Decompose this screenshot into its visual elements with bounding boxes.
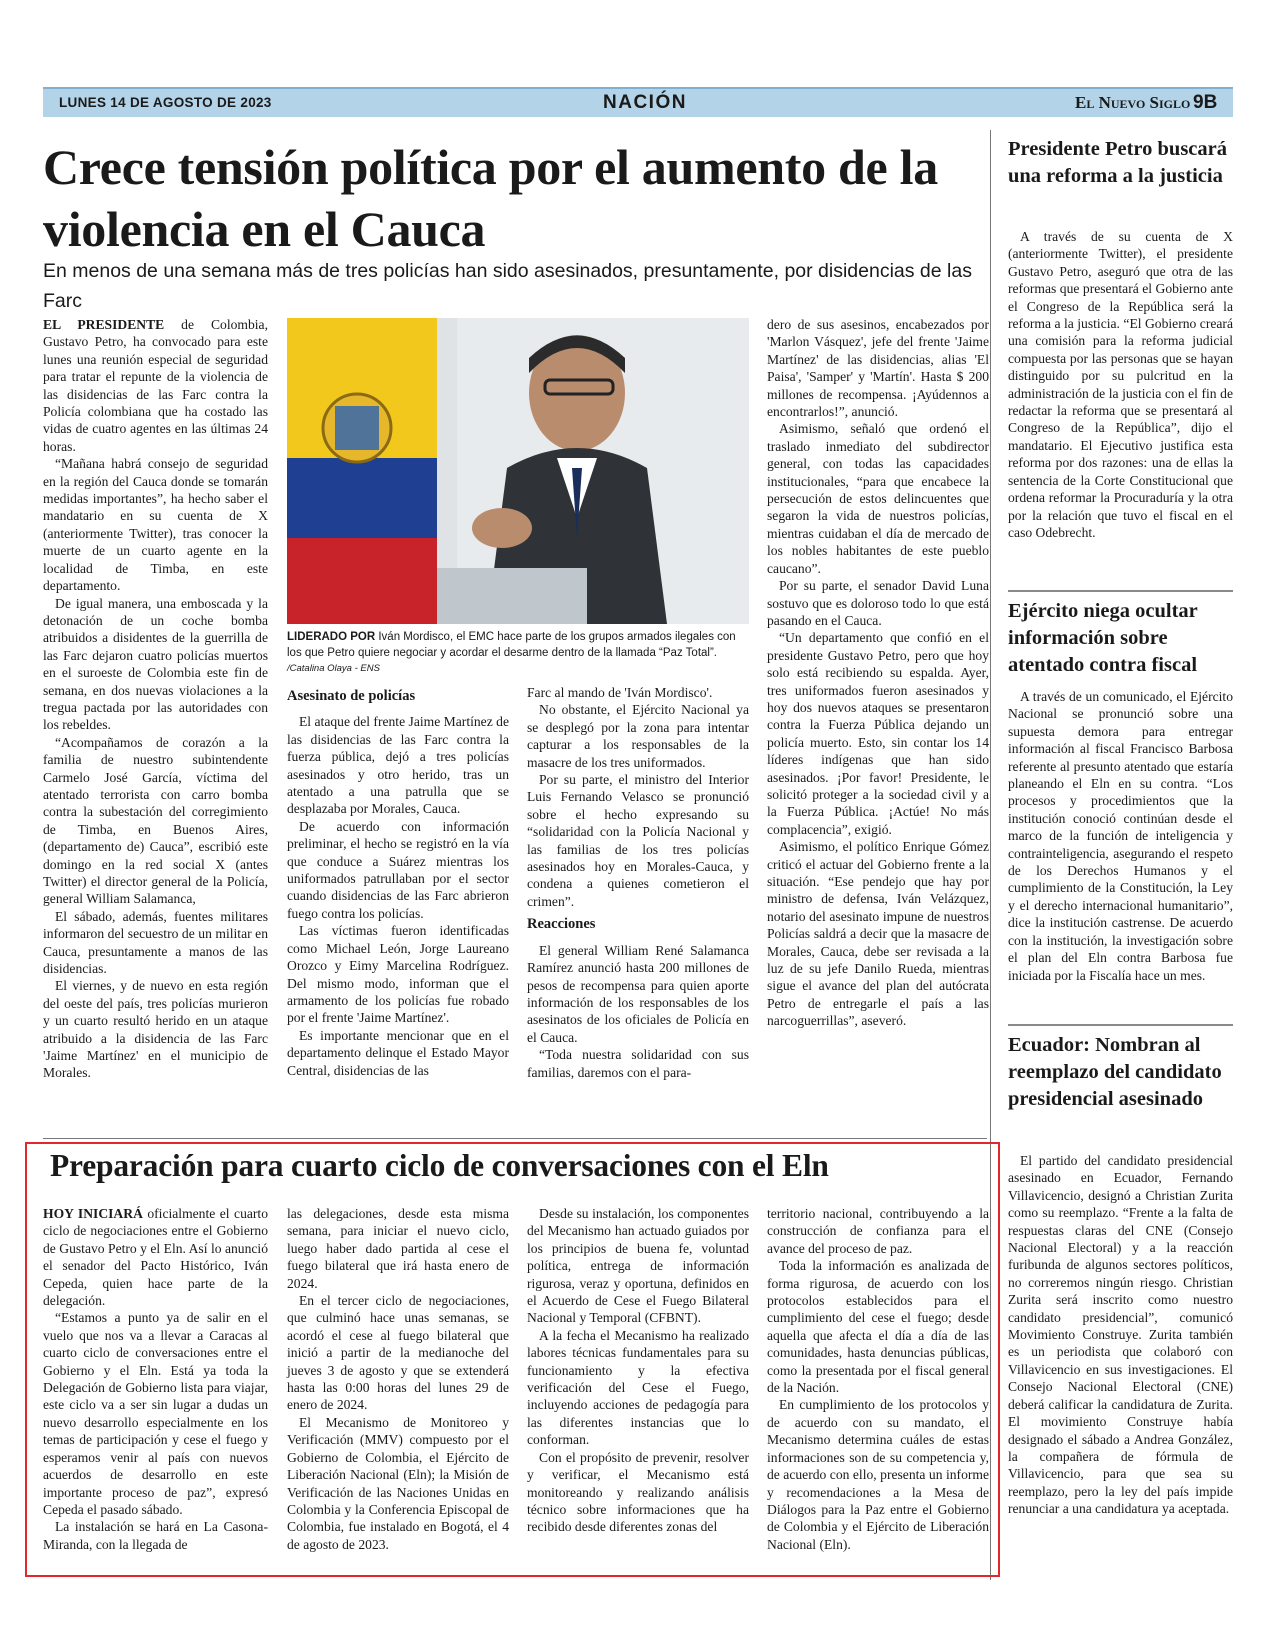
box-c1-p3: La instalación se hará en La Casona-Miranda, con la llegada de <box>43 1519 268 1552</box>
page-header-bar <box>43 87 1233 117</box>
main-c4-p3: “Un departamento que confió en el presidente Gustavo Petro, pero que hoy solo está recibiendo su espalda. Ayer, tres uniformados fueron asesinados y hoy dos nuevos ataques se presentaron contra la Fuerza Pública dejando un policía muerto. Esto, sin contar los 14 líderes indígenas que han sido asesinados. ¡Por favor! Presidente, le solicitó proteger a la sociedad civil y a la Fuerza Pública. ¡Actúe! No más complacencia”, exigió. <box>767 630 989 837</box>
newspaper-name: El Nuevo Siglo <box>1075 93 1191 112</box>
box-top-rule <box>43 1138 987 1139</box>
box-headline: Preparación para cuarto ciclo de conversaciones con el Eln <box>50 1148 829 1183</box>
sidebar-body-1-text: A través de su cuenta de X (anteriormente Twitter), el presidente Gustavo Petro, aseguró que otra de las reformas que presentará el Gobierno ante el Congreso de la República será la reforma a la justicia. “El Gobierno creará una comisión para la reforma judicial compuesta por las personas que se hayan distinguido por su pulcritud en la administración de la justicia con el fin de redactar la reforma que se presentará al Congreso de la República”, dijo el mandatario. El Ejecutivo justifica esta reforma por dos razones: una de ellas la sentencia de la Corte Constitucional que ordena reformar la Procuraduría y la otra por la relación que tuvo el fiscal en el caso Odebrecht. <box>1008 229 1233 540</box>
main-c2-p1: El ataque del frente Jaime Martínez de las disidencias de las Farc contra la fuerza pública, dejó a tres policías asesinados y otro herido, tras un atentado a una patrulla que se desplazaba por Morales, Cauca. <box>287 714 509 817</box>
main-lead-caps: EL PRESIDENTE <box>43 317 165 332</box>
main-c3-p0: Farc al mando de 'Iván Mordisco'. <box>527 685 713 700</box>
page-number: 9B <box>1193 92 1218 113</box>
main-c2-p2: De acuerdo con información preliminar, el hecho se registró en la vía que conduce a Suárez mientras los uniformados patrullaban por el sector cuando disidencias de las Farc abrieron fuego contra los policías. <box>287 818 509 921</box>
caption-lead: LIDERADO POR <box>287 631 376 643</box>
main-column-2 <box>287 682 509 1079</box>
box-c1-p1-text: oficialmente el cuarto ciclo de negociaciones entre el Gobierno de Gustavo Petro y el Eln. Así lo anunció el senador del Pacto Histórico, Iván Cepeda, quien hace parte de la delegación. <box>43 1206 268 1309</box>
main-c4-p0: dero de sus asesinos, encabezados por 'Marlon Vásquez', jefe del frente 'Jaime Martínez' de las disidencias, alias 'El Paisa', 'Samper' y 'Martín'. Hasta $ 200 millones de recompensa. ¡Ayúdennos a encontrarlos!”, anunció. <box>767 317 989 420</box>
sidebar-separator-1 <box>1008 590 1233 592</box>
sidebar-title-1: Presidente Petro buscará una reforma a la justicia <box>1008 138 1228 187</box>
main-c4-p2: Por su parte, el senador David Luna sostuvo que es doloroso todo lo que está pasando en el Cauca. <box>767 578 989 628</box>
caption-text: Iván Mordisco, el EMC hace parte de los grupos armados ilegales con los que Petro quiere negociar y acordar el desarme dentro de la llamada “Paz Total”. <box>287 631 736 659</box>
subtitle-asesinato: Asesinato de policías <box>287 688 416 704</box>
box-c1-p2: “Estamos a punto ya de salir en el vuelo que nos va a llevar a Caracas al cuarto ciclo de conversaciones entre el Gobierno y el Eln. Está ya toda la Delegación de Gobierno lista para viajar, este ciclo va a ser sin lugar a dudas un nuevo desarrollo especialmente en los temas de participación y cese el fuego y esperamos venir al país con nuevos acuerdos de desarrollo en este importante proceso de paz”, expresó Cepeda el pasado sábado. <box>43 1310 268 1517</box>
main-c1-p3: De igual manera, una emboscada y la detonación de un coche bomba atribuidos a disidentes de la guerrilla de las Farc dejaron cuatro policías muertos en el suroeste de Colombia este fin de semana, en dos nuevas violaciones a la tregua pactada por las autoridades con los rebeldes. <box>43 595 268 733</box>
sidebar-title-2: Ejército niega ocultar información sobre atentado contra fiscal <box>1008 600 1198 676</box>
main-c2-p4: Es importante mencionar que en el departamento delinque el Estado Mayor Central, disidencias de las <box>287 1027 509 1078</box>
box-column-3 <box>527 1205 749 1536</box>
box-lead-caps: HOY INICIARÁ <box>43 1206 143 1221</box>
box-c2-p0: las delegaciones, desde esta misma semana, para iniciar el nuevo ciclo, luego haber dado partida al cese el fuego bilateral que irá hasta enero de 2024. <box>287 1206 509 1291</box>
main-c3-p3: El general William René Salamanca Ramírez anunció hasta 200 millones de pesos de recompensa para quien aporte información de los responsables de los asesinatos de los oficiales de Policía en el Cauca. <box>527 942 749 1045</box>
box-c4-p2: En cumplimiento de los protocolos y de acuerdo con su mandato, el Mecanismo determina cuáles de estas informaciones son de su competencia y, de acuerdo con ello, presenta un informe y recomendaciones a la Mesa de Diálogos para la Paz entre el Gobierno de Colombia y el Ejército de Liberación Nacional (Eln). <box>767 1397 989 1552</box>
box-c4-p0: territorio nacional, contribuyendo a la construcción de confianza para el avance del proceso de paz. <box>767 1206 989 1256</box>
photo-credit: /Catalina Olaya - ENS <box>287 663 380 674</box>
main-column-4 <box>767 316 989 1030</box>
box-c3-p2: Con el propósito de prevenir, resolver y verificar, el Mecanismo está monitoreando y realizando análisis técnico sobre informaciones que ha recibido desde diferentes zonas del <box>527 1449 749 1535</box>
speaker-photo-illustration <box>287 318 749 624</box>
main-c4-p4: Asimismo, el político Enrique Gómez criticó el actuar del Gobierno frente a la situación. “Ese pendejo que hay por ministro de defensa, Iván Velázquez, notario del asesinato impune de nuestros Policías saldrá a decir que la masacre de Morales, Cauca, debe ser revisada a la luz de su jefe Danilo Rueda, mientras sigue el avance del plan del autócrata Petro de entregarle el país a las narcoguerrillas”, aseveró. <box>767 839 989 1029</box>
sidebar-body-1 <box>1008 228 1233 541</box>
sidebar-body-3 <box>1008 1152 1233 1518</box>
sidebar-body-3-text: El partido del candidato presidencial asesinado en Ecuador, Fernando Villavicencio, designó a Christian Zurita como su reemplazo. “Frente a la falta de respuestas claras del CNE (Consejo Nacional Electoral) y a la reacción furibunda de algunos sectores políticos, no correremos ningún riesgo. Christian Zurita será inscrito como nuestro candidato presidencial”, comunicó Movimiento Construye. Zurita también es un periodista que colaboró con Villavicencio en sus investigaciones. El Consejo Nacional Electoral (CNE) deberá calificar la candidatura de Zurita. El movimiento Construye había designado el sábado a Andrea González, la compañera de fórmula de Villavicencio, para que sea su reemplazo, pero la ley del país impide renunciar a una candidatura ya aceptada. <box>1008 1153 1233 1517</box>
main-c1-p2: “Mañana habrá consejo de seguridad en la región del Cauca donde se tomarán medidas importantes”, ha hecho saber el mandatario en su cuenta de X (anteriormente Twitter), tras conocer la muerte de un cuarto agente en la localidad de Timba, en este departamento. <box>43 456 268 594</box>
main-headline: Crece tensión política por el aumento de la violencia en el Cauca <box>43 139 938 257</box>
main-c1-p6: El viernes, y de nuevo en esta región del oeste del país, tres policías murieron y un cuarto resultó herido en un ataque atribuido a la disidencia de las Farc 'Jaime Martínez' en el municipio de Morales. <box>43 978 268 1081</box>
box-column-1 <box>43 1205 268 1553</box>
photo-caption <box>287 630 749 677</box>
main-column-3 <box>527 684 749 1081</box>
main-c4-p1: Asimismo, señaló que ordenó el traslado inmediato del subdirector general, con todas las capacidades institucionales, “para que encabece la persecución de estos delincuentes que segaron la vida de nuestros policías, mientras cuidaban el día de mercado de los nobles habitantes de este pueblo caucano”. <box>767 421 989 576</box>
box-c1-p1 <box>43 1205 268 1309</box>
box-c2-p2: El Mecanismo de Monitoreo y Verificación (MMV) compuesto por el Gobierno de Colombia, el Ejército de Liberación Nacional (Eln); la Misión de Verificación de las Naciones Unidas en Colombia y la Conferencia Episcopal de Colombia, fue instalado en Bogotá, el 4 de agosto de 2023. <box>287 1414 509 1552</box>
issue-date: LUNES 14 DE AGOSTO DE 2023 <box>59 95 272 110</box>
main-c1-p1 <box>43 316 268 455</box>
main-c3-p2: Por su parte, el ministro del Interior Luis Fernando Velasco se pronunció sobre el hecho expresando su “solidaridad con la Policía Nacional y las familias de los tres policías asesinados hoy en Morales-Cauca, y condena a quienes cometieron el crimen”. <box>527 772 749 909</box>
section-name: NACIÓN <box>603 92 687 113</box>
box-column-4 <box>767 1205 989 1553</box>
subtitle-reacciones: Reacciones <box>527 916 596 933</box>
sidebar-body-2 <box>1008 688 1233 984</box>
box-c3-p1: A la fecha el Mecanismo ha realizado labores técnicas fundamentales para su funcionamiento y la efectiva verificación del Cese el Fuego, incluyendo acciones de pedagogía para las diferentes instancias que lo conforman. <box>527 1327 749 1448</box>
main-c3-p4: “Toda nuestra solidaridad con sus familias, daremos con el para- <box>527 1047 749 1080</box>
article-photo <box>287 318 749 624</box>
main-column-1 <box>43 316 268 1082</box>
main-subhead: En menos de una semana más de tres policías han sido asesinados, presuntamente, por disidencias de las Farc <box>43 260 972 312</box>
sidebar-body-2-text: A través de un comunicado, el Ejército Nacional se pronunció sobre una supuesta demora para entregar información al fiscal Francisco Barbosa referente al presunto atentado que estaría planeando el Eln en su contra. “Los procesos y procedimientos que la institución conoció continúan desde el marco de la función de inteligencia y contrainteligencia, asegurando el respeto de los Derechos Humanos y el cumplimiento de la Constitución, la Ley y el derecho internacional humanitario”, dice la institución castrense. De acuerdo con la institución, la investigación sobre el plan del Eln contra Barbosa fue iniciada por la Fiscalía hace un mes. <box>1008 689 1233 983</box>
box-c4-p1: Toda la información es analizada de forma rigurosa, de acuerdo con los protocolos establecidos para el cumplimiento del cese el fuego; desde aquella que afecta el día a día de las comunidades, hasta denuncias públicas, como la presentada por el fiscal general de la Nación. <box>767 1258 989 1396</box>
sidebar-separator-2 <box>1008 1024 1233 1026</box>
sidebar-title-3: Ecuador: Nombran al reemplazo del candidato presidencial asesinado <box>1008 1034 1222 1110</box>
main-c1-p4: “Acompañamos de corazón a la familia de nuestro subintendente Carmelo José García, víctima del atentado terrorista con carro bomba contra la subestación del corregimiento de Timba, en Buenos Aires, (departamento de) Cauca”, escribió este domingo en la red social X (antes Twitter) el director general de la Policía, general William Salamanca, <box>43 734 268 907</box>
main-c1-p5: El sábado, además, fuentes militares informaron del secuestro de un militar en Cauca, presuntamente a manos de las disidencias. <box>43 908 268 977</box>
box-column-2 <box>287 1205 509 1553</box>
main-c2-p3: Las víctimas fueron identificadas como Michael León, Jorge Laureano Orozco y Eimy Marcelina Rodríguez. Del mismo modo, informan que el armamento de los policías fue robado por el frente 'Jaime Martínez'. <box>287 923 509 1026</box>
main-c3-p1: No obstante, el Ejército Nacional ya se desplegó por la zona para intentar capturar a los responsables de la masacre de los tres uniformados. <box>527 702 749 770</box>
main-c1-p1-text: de Colombia, Gustavo Petro, ha convocado para este lunes una reunión especial de seguridad para tratar el repunte de la violencia de las disidencias de las Farc contra la Policía colombiana que ha costado las vidas de cuatro agentes en las últimas 24 horas. <box>43 317 268 454</box>
box-c2-p1: En el tercer ciclo de negociaciones, que culminó hace unas semanas, se acordó el cese al fuego bilateral que inició a partir de la medianoche del jueves 3 de agosto y que se extenderá hasta las 0:00 horas del lunes 29 de enero de 2024. <box>287 1293 509 1413</box>
box-c3-p0: Desde su instalación, los componentes del Mecanismo han actuado guiados por los principios de buena fe, voluntad política, entrega de información rigurosa, veraz y oportuna, definidos en el Acuerdo de Cese el Fuego Bilateral Nacional y Temporal (CFBNT). <box>527 1206 749 1326</box>
